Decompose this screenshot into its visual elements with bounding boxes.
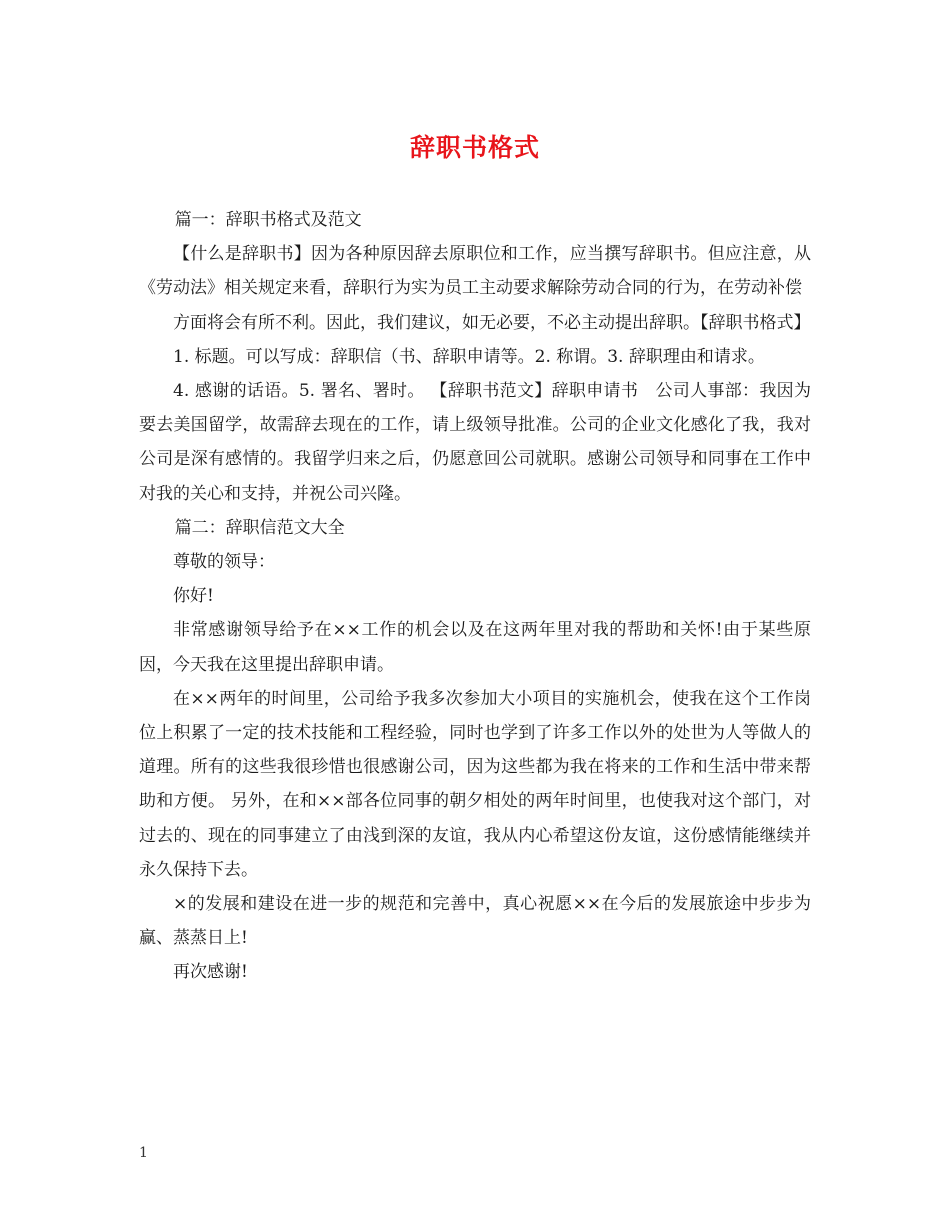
paragraph: 在××两年的时间里，公司给予我多次参加大小项目的实施机会，使我在这个工作岗位上积累了一定的技术技能和工程经验，同时也学到了许多工作以外的处世为人等做人的道理。所有的这些我很珍惜也很感谢公司，因为这些都为我在将来的工作和生活中带来帮助和方便。 另外，在和××部各位同事的朝夕相处的两年时间里，也使我对这个部门，对过去的、现在的同事建立了由浅到深的友谊，我从内心希望这份友谊，这份感情能继续并永久保持下去。: [139, 688, 811, 880]
salutation: 尊敬的领导：: [173, 552, 275, 573]
closing: 再次感谢!: [173, 962, 248, 983]
section-heading: 篇一：辞职书格式及范文: [174, 210, 362, 230]
greeting: 你好!: [173, 586, 214, 607]
paragraph: 【什么是辞职书】因为各种原因辞去原职位和工作，应当撰写辞职书。但应注意，从《劳动法》相关规定来看，辞职行为实为员工主动要求解除劳动合同的行为，在劳动补偿: [139, 244, 811, 299]
paragraph: ×的发展和建设在进一步的规范和完善中，真心祝愿××在今后的发展旅途中步步为赢、蒸蒸日上!: [139, 894, 811, 949]
document-body: [139, 203, 811, 990]
paragraph: 非常感谢领导给予在××工作的机会以及在这两年里对我的帮助和关怀!由于某些原因，今天我在这里提出辞职申请。: [139, 620, 811, 675]
paragraph: 4. 感谢的话语。5. 署名、署时。 【辞职书范文】辞职申请书 公司人事部：我因为要去美国留学，故需辞去现在的工作，请上级领导批准。公司的企业文化感化了我，我对公司是深有感情的。我留学归来之后，仍愿意回公司就职。感谢公司领导和同事在工作中对我的关心和支持，并祝公司兴隆。: [139, 381, 811, 504]
section-heading: 篇二：辞职信范文大全: [174, 517, 345, 538]
paragraph: 方面将会有所不利。因此，我们建议，如无必要，不必主动提出辞职。【辞职书格式】: [173, 312, 811, 333]
document-title: 辞职书格式: [409, 133, 540, 162]
page-number: 1: [139, 1145, 148, 1161]
paragraph: 1. 标题。可以写成：辞职信（书、辞职申请等。2. 称谓。3. 辞职理由和请求。: [173, 346, 765, 367]
